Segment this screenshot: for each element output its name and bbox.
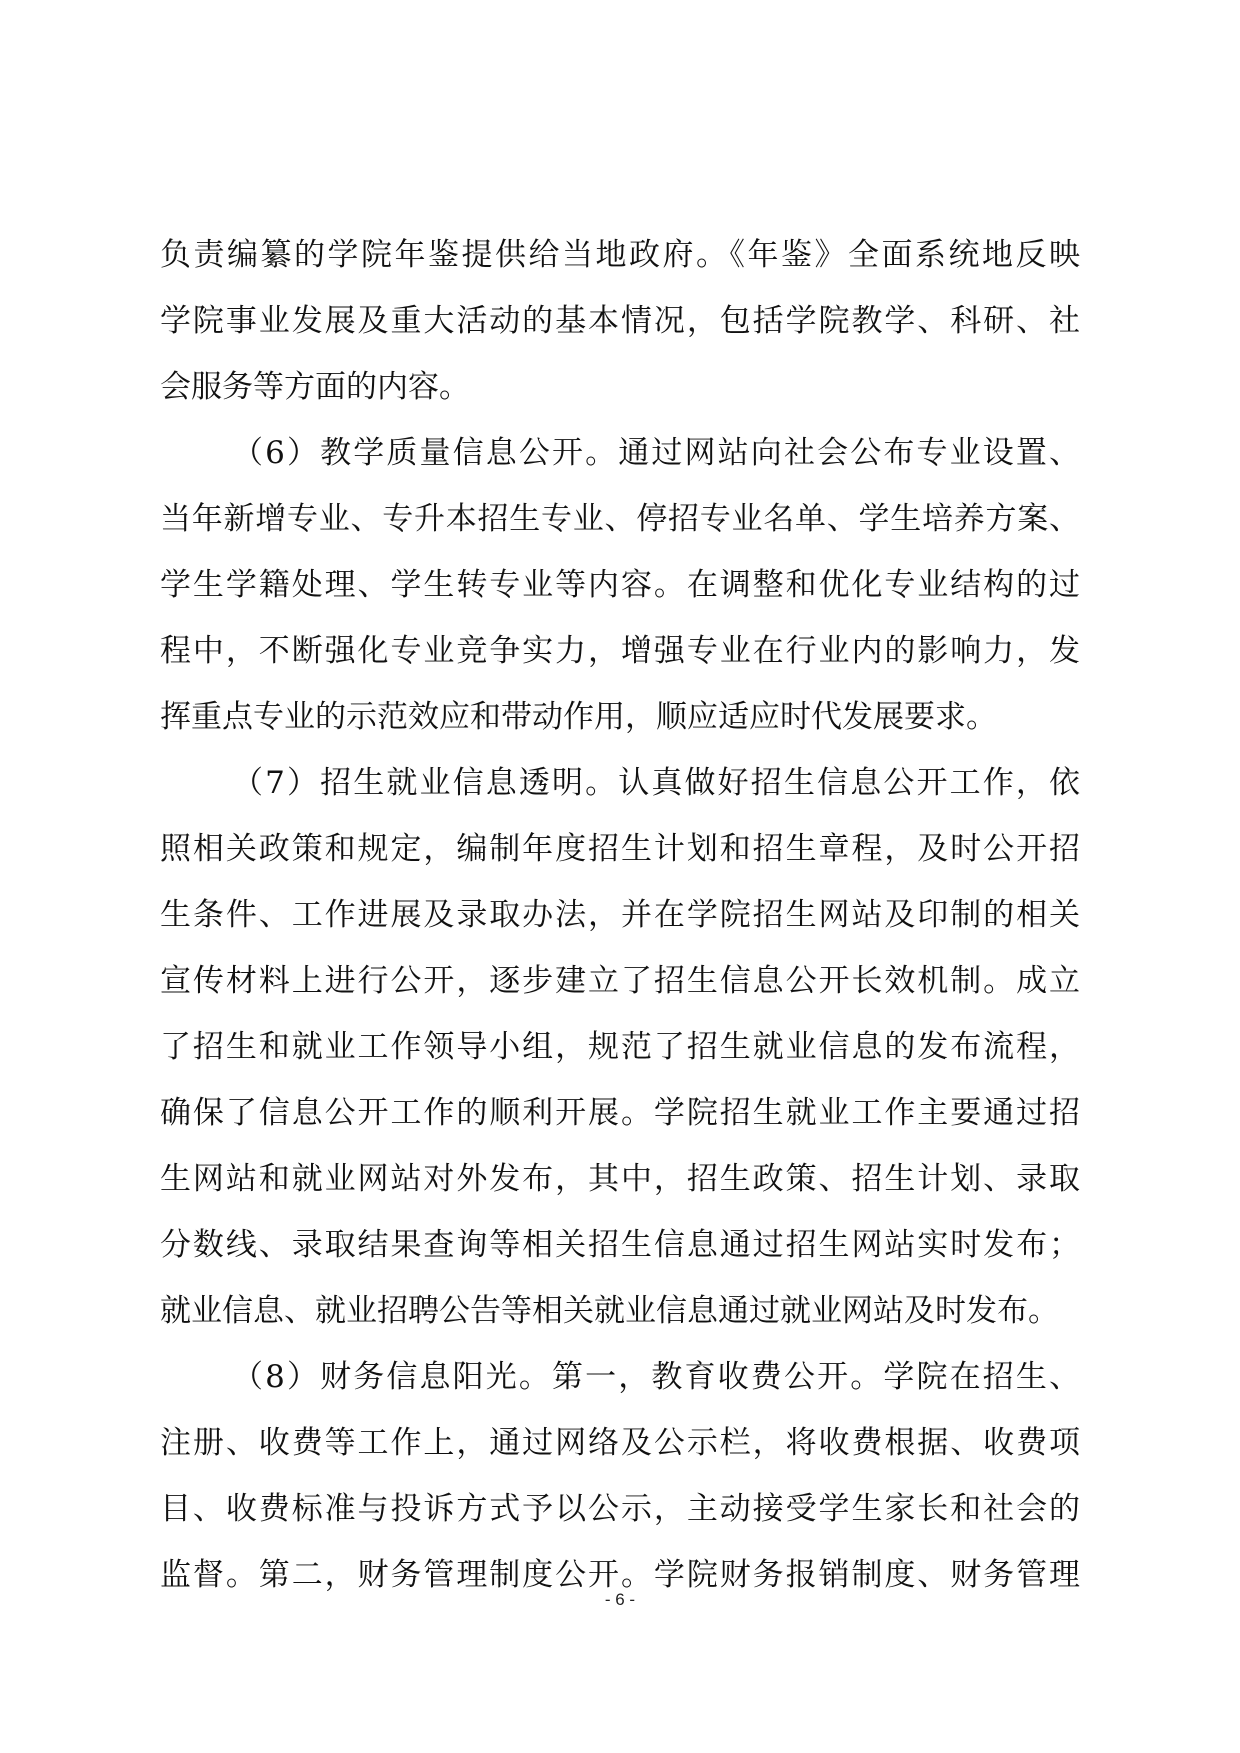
text-line: 程中，不断强化专业竞争实力，增强专业在行业内的影响力，发 [160,633,1080,669]
text-line: 就业信息、就业招聘公告等相关就业信息通过就业网站及时发布。 [160,1293,1059,1329]
paragraph-financial-info [160,1344,1080,1608]
text-line: 确保了信息公开工作的顺利开展。学院招生就业工作主要通过招 [160,1095,1080,1131]
text-line: 照相关政策和规定，编制年度招生计划和招生章程，及时公开招 [160,831,1080,867]
text-line: 生网站和就业网站对外发布，其中，招生政策、招生计划、录取 [160,1161,1080,1197]
text-line: （6）教学质量信息公开。通过网站向社会公布专业设置、 [232,435,1080,471]
text-line: （8）财务信息阳光。第一，教育收费公开。学院在招生、 [232,1359,1080,1395]
paragraph-yearbook [160,222,1080,420]
text-line: （7）招生就业信息透明。认真做好招生信息公开工作，依 [232,765,1080,801]
text-line: 会服务等方面的内容。 [160,369,470,405]
text-line: 当年新增专业、专升本招生专业、停招专业名单、学生培养方案、 [160,501,1080,537]
text-line: 学院事业发展及重大活动的基本情况，包括学院教学、科研、社 [160,303,1080,339]
document-body [160,222,1080,1608]
page-number: - 6 - [604,1590,636,1609]
paragraph-enrollment-employment [160,750,1080,1344]
text-line: 注册、收费等工作上，通过网络及公示栏，将收费根据、收费项 [160,1425,1080,1461]
text-line: 目、收费标准与投诉方式予以公示，主动接受学生家长和社会的 [160,1491,1080,1527]
text-line: 分数线、录取结果查询等相关招生信息通过招生网站实时发布； [160,1227,1080,1263]
text-line: 监督。第二，财务管理制度公开。学院财务报销制度、财务管理 [160,1557,1080,1593]
text-line: 负责编纂的学院年鉴提供给当地政府。《年鉴》全面系统地反映 [160,237,1080,273]
text-line: 宣传材料上进行公开，逐步建立了招生信息公开长效机制。成立 [160,963,1080,999]
text-line: 挥重点专业的示范效应和带动作用，顺应适应时代发展要求。 [160,699,997,735]
text-line: 学生学籍处理、学生转专业等内容。在调整和优化专业结构的过 [160,567,1080,603]
text-line: 生条件、工作进展及录取办法，并在学院招生网站及印制的相关 [160,897,1080,933]
paragraph-teaching-quality [160,420,1080,750]
text-line: 了招生和就业工作领导小组，规范了招生就业信息的发布流程， [160,1029,1080,1065]
